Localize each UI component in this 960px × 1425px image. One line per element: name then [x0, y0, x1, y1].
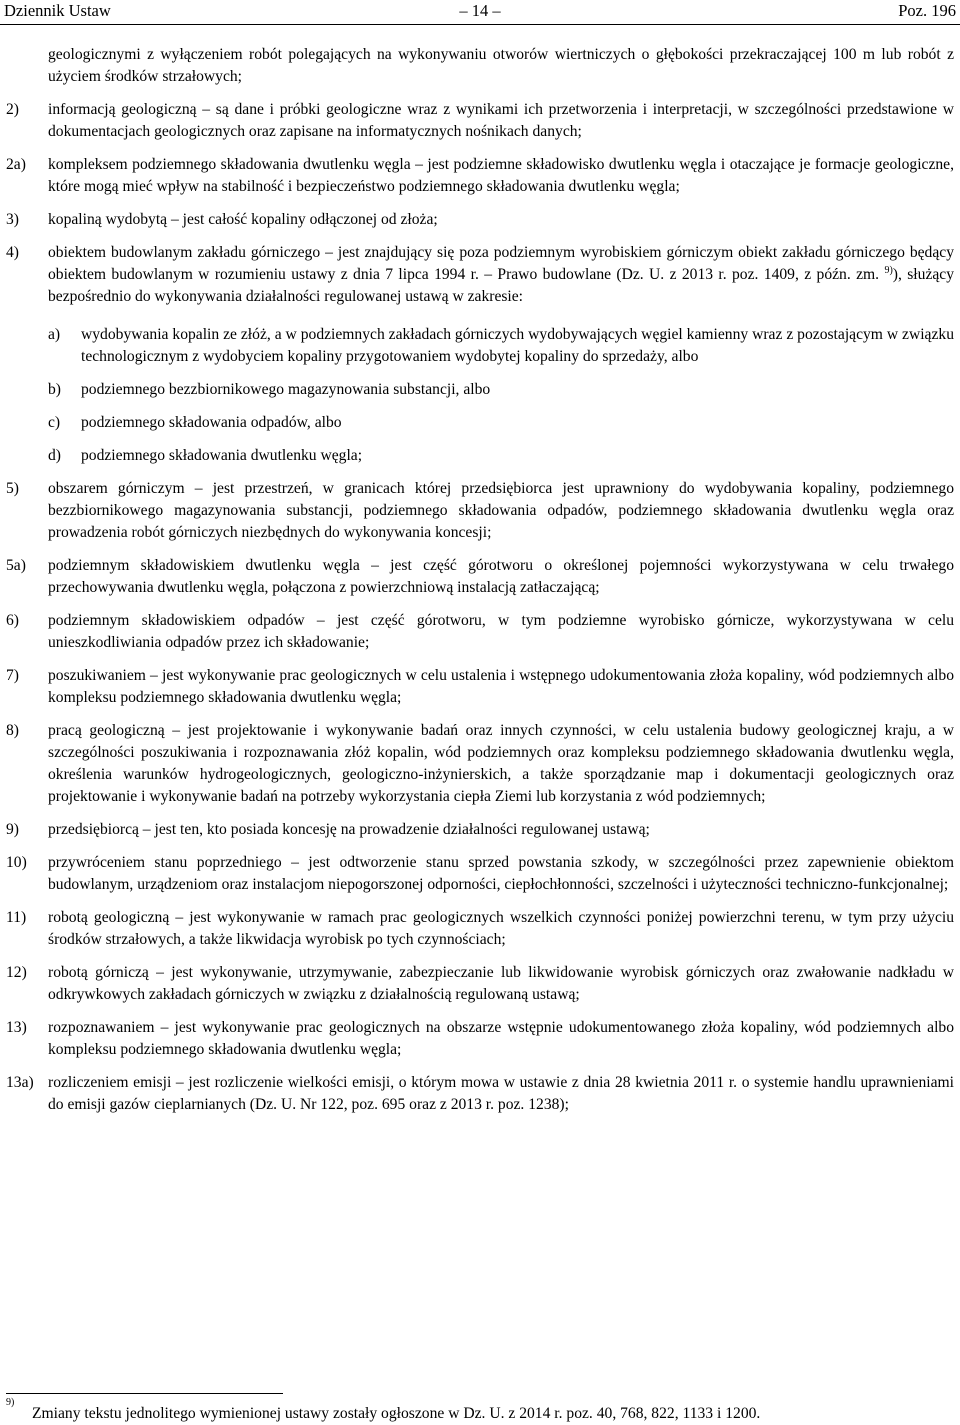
footnote-separator	[6, 1393, 283, 1394]
item-text: rozpoznawaniem – jest wykonywanie prac geologicznych na obszarze wstępnie udokumentowanego złoża kopaliny, wód podziemnych albo kompleksu podziemnego składowania dwutlenku węgla;	[48, 1019, 954, 1058]
position-number: Poz. 196	[898, 1, 956, 20]
definition-item	[0, 555, 954, 599]
page-header	[0, 0, 960, 25]
item-text: poszukiwaniem – jest wykonywanie prac geologicznych w celu ustalenia i wstępnego udokumentowania złoża kopaliny, wód podziemnych albo kompleksu podziemnego składowania dwutlenku węgla;	[48, 667, 954, 706]
sub-item-text: podziemnego bezzbiornikowego magazynowania substancji, albo	[81, 381, 491, 398]
item-text: podziemnym składowiskiem dwutlenku węgla – jest część górotworu o określonej pojemności wykorzystywana w celu trwałego przechowywania dwutlenku węgla, połączona z powierzchniową instalacją zatłaczającą;	[48, 557, 954, 596]
definition-item	[0, 209, 954, 231]
sub-item	[0, 412, 954, 434]
item-number: 2a)	[6, 156, 26, 173]
item-number: 5)	[6, 480, 19, 497]
definition-item	[0, 962, 954, 1006]
intro-paragraph: geologicznymi z wyłączeniem robót polegających na wykonywaniu otworów wiertniczych o głębokości przekraczającej 100 m lub robót z użyciem środków strzałowych;	[48, 46, 954, 85]
definition-item	[0, 665, 954, 709]
item-text-part: ), służący bezpośrednio do wykonywania działalności regulowanej ustawą w zakresie:	[48, 266, 954, 305]
item-text: przywróceniem stanu poprzedniego – jest odtworzenie stanu sprzed powstania szkody, w szczególności przez zapewnienie obiektom budowlanym, urządzeniom oraz instalacjom niepogorszonej odporności, ciepłochłonności, szczelności i użyteczności techniczno-funkcjonalnej;	[48, 854, 954, 893]
definition-item	[0, 720, 954, 808]
sub-item-letter: c)	[48, 414, 61, 431]
definition-item	[0, 242, 954, 308]
definition-item	[0, 852, 954, 896]
footnote-reference[interactable]: 9)	[884, 264, 893, 276]
definition-item	[0, 99, 954, 143]
item-text: rozliczeniem emisji – jest rozliczenie wielkości emisji, o którym mowa w ustawie z dnia 28 kwietnia 2011 r. o systemie handlu uprawnieniami do emisji gazów cieplarnianych (Dz. U. Nr 122, poz. 695 oraz z 2013 r. poz. 1238);	[48, 1074, 954, 1113]
item-text: robotą geologiczną – jest wykonywanie w ramach prac geologicznych wszelkich czynności poniżej powierzchni terenu, w tym przy użyciu środków strzałowych, a także likwidacja wyrobisk po tych czynnościach;	[48, 909, 954, 948]
definition-item	[0, 610, 954, 654]
item-text: przedsiębiorcą – jest ten, kto posiada koncesję na prowadzenie działalności regulowanej ustawą;	[48, 821, 650, 838]
sub-item-text: podziemnego składowania odpadów, albo	[81, 414, 342, 431]
item-number: 8)	[6, 722, 19, 739]
item-number: 5a)	[6, 557, 26, 574]
definition-item	[0, 154, 954, 198]
item-text: obszarem górniczym – jest przestrzeń, w granicach której przedsiębiorca jest uprawniony do wydobywania kopaliny, podziemnego bezzbiornikowego magazynowania substancji, podziemnego składowania odpadów, podziemnego składowania dwutlenku węgla oraz prowadzenia robót górniczych niezbędnych do wykonywania koncesji;	[48, 480, 954, 541]
item-number: 10)	[6, 854, 27, 871]
item-number: 7)	[6, 667, 19, 684]
item-text: podziemnym składowiskiem odpadów – jest część górotworu, w tym podziemne wyrobisko górnicze, wykorzystywana w celu unieszkodliwiania odpadów przez ich składowanie;	[48, 612, 954, 651]
definition-item	[0, 819, 954, 841]
page-number: – 14 –	[459, 1, 501, 20]
footnote-text: Zmiany tekstu jednolitego wymienionej ustawy zostały ogłoszone w Dz. U. z 2014 r. poz. 40, 768, 822, 1133 i 1200.	[32, 1405, 761, 1422]
item-text: informacją geologiczną – są dane i próbki geologiczne wraz z wynikami ich przetworzenia i interpretacji, w szczególności przedstawione w dokumentacjach geologicznych oraz zapisane na informatycznych nośnikach danych;	[48, 101, 954, 140]
item-text-part: obiektem budowlanym zakładu górniczego – jest znajdujący się poza podziemnym wyrobiskiem górniczym obiekt zakładu górniczego będący obiektem budowlanym w rozumieniu ustawy z dnia 7 lipca 1994 r. – Prawo budowlane (Dz. U. z 2013 r. poz. 1409, z późn. zm.	[48, 244, 954, 283]
sub-item-letter: d)	[48, 447, 61, 464]
item-number: 9)	[6, 821, 19, 838]
item-number: 13a)	[6, 1074, 34, 1091]
item-text: robotą górniczą – jest wykonywanie, utrzymywanie, zabezpieczanie lub likwidowanie wyrobisk górniczych oraz zwałowanie nadkładu w odkrywkowych zakładach górniczych w związku z działalnością regulowaną ustawą;	[48, 964, 954, 1003]
journal-title: Dziennik Ustaw	[4, 1, 111, 20]
item-number: 2)	[6, 101, 19, 118]
item-number: 12)	[6, 964, 27, 981]
definition-item	[0, 907, 954, 951]
definition-item	[0, 478, 954, 544]
item-number: 3)	[6, 211, 19, 228]
definition-item	[0, 1017, 954, 1061]
sub-item-text: podziemnego składowania dwutlenku węgla;	[81, 447, 363, 464]
item-text: kopaliną wydobytą – jest całość kopaliny odłączonej od złoża;	[48, 211, 438, 228]
item-number: 11)	[6, 909, 27, 926]
sub-item-letter: a)	[48, 326, 61, 343]
definition-item	[0, 1072, 954, 1116]
footnote-mark: 9)	[6, 1397, 15, 1408]
item-text	[48, 242, 954, 308]
item-number: 4)	[6, 244, 19, 261]
item-number: 6)	[6, 612, 19, 629]
sub-item-letter: b)	[48, 381, 61, 398]
document-body	[0, 44, 954, 1127]
sub-item	[0, 445, 954, 467]
item-text: kompleksem podziemnego składowania dwutlenku węgla – jest podziemne składowisko dwutlenku węgla i otaczające je formacje geologiczne, które mogą mieć wpływ na stabilność i bezpieczeństwo podziemnego składowania dwutlenku węgla;	[48, 156, 954, 195]
footnote	[6, 1397, 954, 1425]
sub-item	[0, 379, 954, 401]
sub-item	[0, 324, 954, 368]
item-text: pracą geologiczną – jest projektowanie i wykonywanie badań oraz innych czynności, w celu ustalenia budowy geologicznej kraju, a w szczególności poszukiwania i rozpoznawania złóż kopalin, wód podziemnych oraz kompleksu podziemnego składowania dwutlenku węgla, określenia warunków hydrogeologicznych, geologiczno-inżynierskich, a także sporządzanie map i dokumentacji geologicznych oraz projektowanie i wykonywanie badań na potrzeby wykorzystania ciepła Ziemi lub korzystania z wód podziemnych;	[48, 722, 954, 805]
sub-item-text: wydobywania kopalin ze złóż, a w podziemnych zakładach górniczych wydobywających węgiel kamienny wraz z pozostającym w związku technologicznym z wydobyciem kopaliny przygotowaniem wydobytej kopaliny do sprzedaży, albo	[81, 326, 954, 365]
item-number: 13)	[6, 1019, 27, 1036]
